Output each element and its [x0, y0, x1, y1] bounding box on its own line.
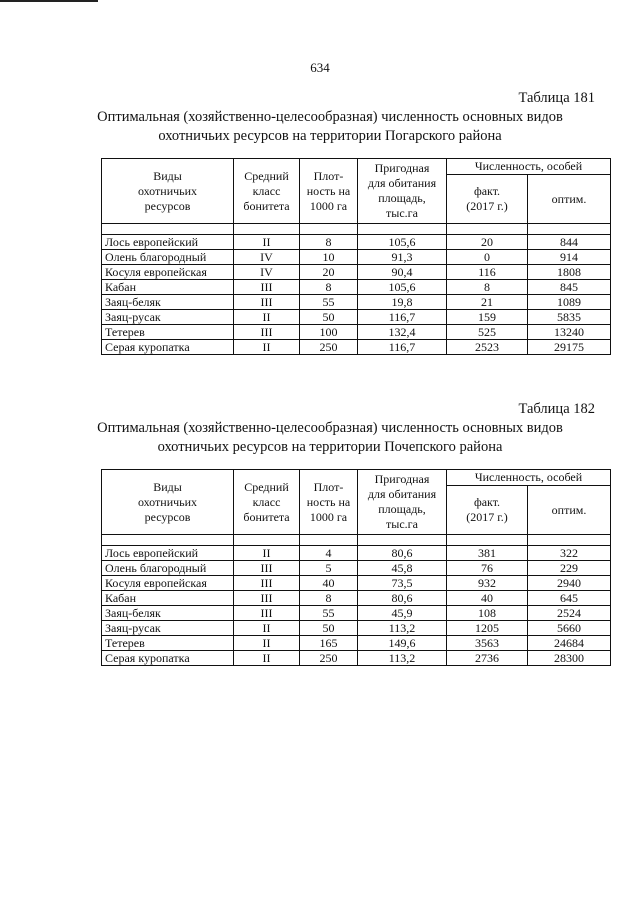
cell-density: 100	[300, 325, 358, 340]
table-row	[102, 576, 611, 591]
cell-optim: 1089	[528, 295, 611, 310]
cell-optim: 2524	[528, 606, 611, 621]
cell-fact: 1205	[447, 621, 528, 636]
cell-species: Косуля европейская	[102, 265, 234, 280]
header-fact: факт.	[473, 184, 501, 198]
cell-optim: 322	[528, 546, 611, 561]
cell-optim: 1808	[528, 265, 611, 280]
header-bonitet: бонитета	[243, 198, 290, 213]
cell-area: 116,7	[358, 340, 447, 355]
header-bonitet: Средний	[244, 168, 289, 183]
header-density: ность на	[306, 494, 351, 509]
cell-optim: 229	[528, 561, 611, 576]
cell-bonitet: II	[234, 235, 300, 250]
cell-bonitet: III	[234, 295, 300, 310]
header-optim: оптим.	[551, 191, 587, 206]
header-fact: (2017 г.)	[466, 510, 508, 524]
header-row	[102, 470, 611, 486]
header-cell-density	[300, 470, 358, 535]
cell-bonitet: IV	[234, 265, 300, 280]
cell-density: 20	[300, 265, 358, 280]
header-area: площадь,	[378, 191, 426, 205]
cell-area: 105,6	[358, 280, 447, 295]
cell-species: Заяц-русак	[102, 621, 234, 636]
cell-bonitet: II	[234, 621, 300, 636]
header-species: ресурсов	[144, 198, 191, 213]
cell-species: Серая куропатка	[102, 340, 234, 355]
table-181-number: Таблица 181	[518, 90, 595, 106]
cell-bonitet: II	[234, 651, 300, 666]
cell-species: Лось европейский	[102, 235, 234, 250]
spacer-cell	[102, 535, 234, 546]
cell-area: 105,6	[358, 235, 447, 250]
header-area: для обитания	[367, 176, 437, 190]
cell-density: 40	[300, 576, 358, 591]
cell-optim: 24684	[528, 636, 611, 651]
cell-bonitet: II	[234, 546, 300, 561]
header-cell-count-group	[447, 470, 611, 486]
table-row	[102, 280, 611, 295]
header-cell-fact	[447, 486, 528, 535]
cell-density: 55	[300, 606, 358, 621]
cell-optim: 5835	[528, 310, 611, 325]
table-row	[102, 621, 611, 636]
header-density: ность на	[306, 183, 351, 198]
cell-bonitet: III	[234, 576, 300, 591]
cell-bonitet: III	[234, 591, 300, 606]
header-fact: факт.	[473, 495, 501, 509]
header-fact: (2017 г.)	[466, 199, 508, 213]
table-181	[101, 158, 611, 355]
spacer-cell	[528, 535, 611, 546]
title-line: охотничьих ресурсов на территории Почепского района	[157, 439, 503, 455]
header-density: 1000 га	[309, 509, 348, 524]
table-row	[102, 310, 611, 325]
table-row	[102, 265, 611, 280]
header-density: 1000 га	[309, 198, 348, 213]
cell-bonitet: IV	[234, 250, 300, 265]
spacer-cell	[447, 535, 528, 546]
cell-optim: 28300	[528, 651, 611, 666]
header-species: Виды	[153, 479, 182, 494]
header-area: площадь,	[378, 502, 426, 516]
cell-species: Серая куропатка	[102, 651, 234, 666]
header-species: Виды	[153, 168, 182, 183]
cell-species: Заяц-беляк	[102, 295, 234, 310]
title-line: Оптимальная (хозяйственно-целесообразная) численность основных видов	[97, 420, 563, 436]
header-area: Пригодная	[374, 161, 430, 175]
cell-fact: 159	[447, 310, 528, 325]
spacer-cell	[528, 224, 611, 235]
header-density: Плот-	[313, 479, 344, 494]
header-area: тыс.га	[386, 206, 418, 220]
title-line: Оптимальная (хозяйственно-целесообразная) численность основных видов	[97, 109, 563, 125]
table-row	[102, 636, 611, 651]
header-species: ресурсов	[144, 509, 191, 524]
cell-bonitet: III	[234, 561, 300, 576]
spacer-cell	[102, 224, 234, 235]
cell-species: Косуля европейская	[102, 576, 234, 591]
header-species: охотничьих	[137, 494, 198, 509]
header-cell-area	[358, 159, 447, 224]
header-bonitet: класс	[252, 494, 281, 509]
cell-species: Олень благородный	[102, 561, 234, 576]
cell-fact: 2736	[447, 651, 528, 666]
cell-bonitet: III	[234, 325, 300, 340]
header-cell-area	[358, 470, 447, 535]
cell-area: 19,8	[358, 295, 447, 310]
cell-optim: 645	[528, 591, 611, 606]
spacer-cell	[358, 535, 447, 546]
cell-density: 5	[300, 561, 358, 576]
page-number: 634	[310, 60, 330, 75]
cell-fact: 20	[447, 235, 528, 250]
cell-area: 116,7	[358, 310, 447, 325]
cell-fact: 932	[447, 576, 528, 591]
cell-optim: 845	[528, 280, 611, 295]
table-row	[102, 591, 611, 606]
cell-species: Заяц-беляк	[102, 606, 234, 621]
header-area: для обитания	[367, 487, 437, 501]
cell-area: 45,9	[358, 606, 447, 621]
cell-fact: 2523	[447, 340, 528, 355]
cell-area: 73,5	[358, 576, 447, 591]
spacer-cell	[234, 535, 300, 546]
header-cell-count-group	[447, 159, 611, 175]
cell-optim: 5660	[528, 621, 611, 636]
cell-fact: 8	[447, 280, 528, 295]
cell-area: 132,4	[358, 325, 447, 340]
cell-density: 50	[300, 621, 358, 636]
header-cell-density	[300, 159, 358, 224]
cell-optim: 2940	[528, 576, 611, 591]
cell-species: Заяц-русак	[102, 310, 234, 325]
table-182	[101, 469, 611, 666]
header-cell-bonitet	[234, 470, 300, 535]
spacer-cell	[358, 224, 447, 235]
cell-fact: 3563	[447, 636, 528, 651]
header-cell-fact	[447, 175, 528, 224]
cell-area: 149,6	[358, 636, 447, 651]
cell-optim: 13240	[528, 325, 611, 340]
cell-species: Тетерев	[102, 636, 234, 651]
cell-bonitet: II	[234, 636, 300, 651]
cell-area: 113,2	[358, 621, 447, 636]
header-area: тыс.га	[386, 517, 418, 531]
header-cell-bonitet	[234, 159, 300, 224]
header-cell-species	[102, 159, 234, 224]
header-bonitet: бонитета	[243, 509, 290, 524]
cell-species: Тетерев	[102, 325, 234, 340]
cell-area: 80,6	[358, 591, 447, 606]
cell-density: 250	[300, 651, 358, 666]
cell-density: 10	[300, 250, 358, 265]
header-optim: оптим.	[551, 502, 587, 517]
cell-fact: 525	[447, 325, 528, 340]
cell-species: Лось европейский	[102, 546, 234, 561]
table-row	[102, 546, 611, 561]
title-line: охотничьих ресурсов на территории Погарского района	[158, 128, 502, 144]
cell-density: 8	[300, 280, 358, 295]
cell-area: 80,6	[358, 546, 447, 561]
cell-bonitet: II	[234, 340, 300, 355]
cell-fact: 76	[447, 561, 528, 576]
cell-area: 45,8	[358, 561, 447, 576]
cell-species: Кабан	[102, 591, 234, 606]
cell-fact: 116	[447, 265, 528, 280]
header-cell-species	[102, 470, 234, 535]
cell-bonitet: II	[234, 310, 300, 325]
cell-area: 113,2	[358, 651, 447, 666]
cell-fact: 0	[447, 250, 528, 265]
cell-area: 90,4	[358, 265, 447, 280]
cell-bonitet: III	[234, 280, 300, 295]
table-182-title	[60, 419, 600, 457]
header-species: охотничьих	[137, 183, 198, 198]
spacer-row	[102, 535, 611, 546]
spacer-cell	[300, 535, 358, 546]
cell-optim: 844	[528, 235, 611, 250]
header-count-group: Численность, особей	[474, 470, 583, 484]
cell-area: 91,3	[358, 250, 447, 265]
table-181-title	[60, 108, 600, 146]
cell-density: 8	[300, 235, 358, 250]
spacer-cell	[447, 224, 528, 235]
spacer-cell	[234, 224, 300, 235]
header-bonitet: класс	[252, 183, 281, 198]
cell-density: 250	[300, 340, 358, 355]
header-cell-optim	[528, 486, 611, 535]
cell-fact: 21	[447, 295, 528, 310]
cell-optim: 29175	[528, 340, 611, 355]
scan-artifact-line	[0, 0, 98, 2]
header-density: Плот-	[313, 168, 344, 183]
header-area: Пригодная	[374, 472, 430, 486]
header-count-group: Численность, особей	[474, 159, 583, 173]
cell-fact: 108	[447, 606, 528, 621]
table-row	[102, 250, 611, 265]
cell-density: 8	[300, 591, 358, 606]
cell-fact: 381	[447, 546, 528, 561]
header-bonitet: Средний	[244, 479, 289, 494]
cell-bonitet: III	[234, 606, 300, 621]
table-row	[102, 651, 611, 666]
cell-density: 4	[300, 546, 358, 561]
spacer-row	[102, 224, 611, 235]
cell-optim: 914	[528, 250, 611, 265]
table-row	[102, 235, 611, 250]
cell-density: 55	[300, 295, 358, 310]
table-row	[102, 325, 611, 340]
cell-species: Кабан	[102, 280, 234, 295]
cell-fact: 40	[447, 591, 528, 606]
header-row	[102, 159, 611, 175]
spacer-cell	[300, 224, 358, 235]
table-row	[102, 561, 611, 576]
table-row	[102, 606, 611, 621]
table-182-number: Таблица 182	[518, 401, 595, 417]
table-row	[102, 340, 611, 355]
cell-species: Олень благородный	[102, 250, 234, 265]
cell-density: 165	[300, 636, 358, 651]
cell-density: 50	[300, 310, 358, 325]
table-row	[102, 295, 611, 310]
header-cell-optim	[528, 175, 611, 224]
